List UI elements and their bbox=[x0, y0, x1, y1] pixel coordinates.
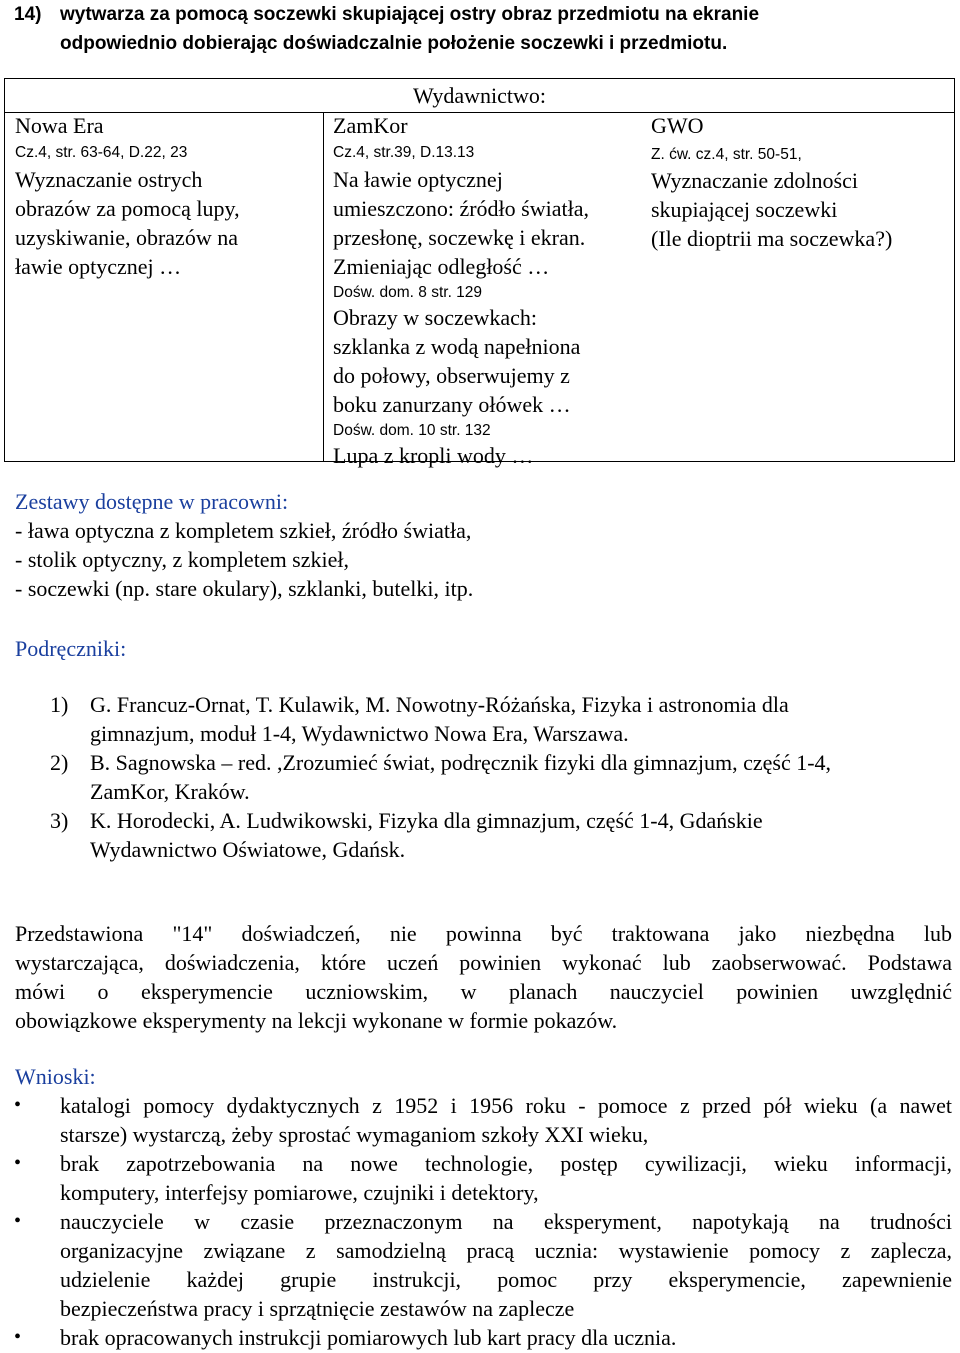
textbook-number: 2) bbox=[50, 750, 69, 775]
gwo-ref: Z. ćw. cz.4, str. 50-51, bbox=[651, 146, 802, 163]
nowa-era-cell bbox=[15, 143, 311, 281]
zamkor-line: do połowy, obserwujemy z bbox=[333, 363, 570, 388]
nowa-era-ref: Cz.4, str. 63-64, D.22, 23 bbox=[15, 144, 188, 161]
bullet-icon: • bbox=[14, 1210, 22, 1232]
gwo-line: (Ile dioptrii ma soczewka?) bbox=[651, 226, 893, 251]
gwo-cell bbox=[651, 143, 951, 253]
zamkor-line: Obrazy w soczewkach: bbox=[333, 305, 538, 330]
publisher-zamkor: ZamKor bbox=[333, 113, 408, 138]
nowa-era-line: ławie optycznej … bbox=[15, 254, 182, 279]
conclusions-title: Wnioski: bbox=[15, 1064, 96, 1089]
conclusion-line: organizacyjne związane z samodzielną pracą ucznia: wystawienie pomocy z zaplecza, bbox=[60, 1238, 952, 1263]
heading-line-1: wytwarza za pomocą soczewki skupiającej ostry obraz przedmiotu na ekranie bbox=[60, 4, 760, 25]
summary-paragraph bbox=[15, 919, 952, 1035]
paragraph-line: Przedstawiona "14" doświadczeń, nie powinna być traktowana jako niezbędna lub bbox=[15, 921, 952, 946]
bullet-icon: • bbox=[14, 1326, 22, 1348]
paragraph-line: wystarczająca, doświadczenia, które uczeń powinien wykonać lub zaobserwować. Podstawa bbox=[15, 950, 952, 975]
kits-item: - soczewki (np. stare okulary), szklanki, butelki, itp. bbox=[15, 576, 474, 601]
bullet-icon: • bbox=[14, 1094, 22, 1116]
heading-line-2: odpowiednio dobierając doświadczalnie położenie soczewki i przedmiotu. bbox=[60, 33, 728, 54]
paragraph-line: obowiązkowe eksperymenty na lekcji wykonane w formie pokazów. bbox=[15, 1008, 618, 1033]
nowa-era-line: obrazów za pomocą lupy, bbox=[15, 196, 240, 221]
gwo-line: skupiającej soczewki bbox=[651, 197, 838, 222]
nowa-era-line: uzyskiwanie, obrazów na bbox=[15, 225, 238, 250]
conclusion-line: katalogi pomocy dydaktycznych z 1952 i 1956 roku - pomoce z przed pół wieku (a nawet bbox=[60, 1093, 952, 1118]
conclusion-line: nauczyciele w czasie przeznaczonym na eksperyment, napotykają na trudności bbox=[60, 1209, 952, 1234]
publishers-table bbox=[4, 78, 955, 468]
textbooks-title: Podręczniki: bbox=[15, 636, 127, 661]
experiment-number: 14) bbox=[14, 4, 42, 25]
textbook-line: G. Francuz-Ornat, T. Kulawik, M. Nowotny-Różańska, Fizyka i astronomia dla bbox=[90, 692, 789, 717]
conclusions-list bbox=[0, 1091, 960, 1353]
textbook-number: 3) bbox=[50, 808, 69, 833]
textbook-line: Wydawnictwo Oświatowe, Gdańsk. bbox=[90, 837, 406, 862]
zamkor-cell bbox=[333, 143, 633, 470]
paragraph-line: mówi o eksperymencie uczniowskim, w planach nauczyciel powinien uwzględnić bbox=[15, 979, 952, 1004]
zamkor-line: Zmieniając odległość … bbox=[333, 254, 550, 279]
textbooks-list bbox=[50, 690, 940, 864]
conclusion-line: starsze) wystarczą, żeby sprostać wymaganiom szkoły XXI wieku, bbox=[60, 1122, 649, 1147]
kits-title: Zestawy dostępne w pracowni: bbox=[15, 489, 289, 514]
conclusion-item bbox=[0, 1091, 960, 1149]
zamkor-ref-1: Cz.4, str.39, D.13.13 bbox=[333, 144, 475, 161]
textbook-item bbox=[50, 690, 940, 748]
conclusion-line: brak opracowanych instrukcji pomiarowych lub kart pracy dla ucznia. bbox=[60, 1325, 677, 1350]
conclusion-item bbox=[0, 1207, 960, 1323]
bullet-icon: • bbox=[14, 1152, 22, 1174]
publisher-gwo: GWO bbox=[651, 113, 704, 138]
zamkor-ref-2: Dośw. dom. 8 str. 129 bbox=[333, 284, 483, 301]
conclusion-line: bezpieczeństwa pracy i sprzątnięcie zestawów na zaplecze bbox=[60, 1296, 575, 1321]
zamkor-line: boku zanurzany ołówek … bbox=[333, 392, 571, 417]
zamkor-line: umieszczono: źródło światła, bbox=[333, 196, 589, 221]
kits-section bbox=[15, 487, 915, 603]
table-header-divider bbox=[5, 112, 954, 113]
zamkor-line: Na ławie optycznej bbox=[333, 167, 503, 192]
conclusion-line: komputery, interfejsy pomiarowe, czujniki i detektory, bbox=[60, 1180, 539, 1205]
publisher-nowa-era: Nowa Era bbox=[15, 113, 104, 138]
textbook-line: ZamKor, Kraków. bbox=[90, 779, 250, 804]
textbook-item bbox=[50, 806, 940, 864]
gwo-line: Wyznaczanie zdolności bbox=[651, 168, 858, 193]
textbook-line: K. Horodecki, A. Ludwikowski, Fizyka dla gimnazjum, część 1-4, Gdańskie bbox=[90, 808, 763, 833]
table-column-divider bbox=[323, 112, 324, 461]
table-title: Wydawnictwo: bbox=[412, 83, 547, 108]
zamkor-line: szklanka z wodą napełniona bbox=[333, 334, 581, 359]
kits-item: - stolik optyczny, z kompletem szkieł, bbox=[15, 547, 349, 572]
textbook-number: 1) bbox=[50, 692, 69, 717]
conclusion-item bbox=[0, 1149, 960, 1207]
zamkor-ref-3: Dośw. dom. 10 str. 132 bbox=[333, 422, 491, 439]
textbook-line: gimnazjum, moduł 1-4, Wydawnictwo Nowa Era, Warszawa. bbox=[90, 721, 629, 746]
zamkor-line: Lupa z kropli wody … bbox=[333, 443, 534, 468]
kits-item: - ława optyczna z kompletem szkieł, źródło światła, bbox=[15, 518, 472, 543]
conclusion-item bbox=[0, 1323, 960, 1353]
zamkor-line: przesłonę, soczewkę i ekran. bbox=[333, 225, 586, 250]
textbook-item bbox=[50, 748, 940, 806]
conclusion-line: udzielenie każdej grupie instrukcji, pomoc przy eksperymencie, zapewnienie bbox=[60, 1267, 952, 1292]
textbook-line: B. Sagnowska – red. ,Zrozumieć świat, podręcznik fizyki dla gimnazjum, część 1-4, bbox=[90, 750, 832, 775]
conclusion-line: brak zapotrzebowania na nowe technologie, postęp cywilizacji, wieku informacji, bbox=[60, 1151, 952, 1176]
nowa-era-line: Wyznaczanie ostrych bbox=[15, 167, 203, 192]
